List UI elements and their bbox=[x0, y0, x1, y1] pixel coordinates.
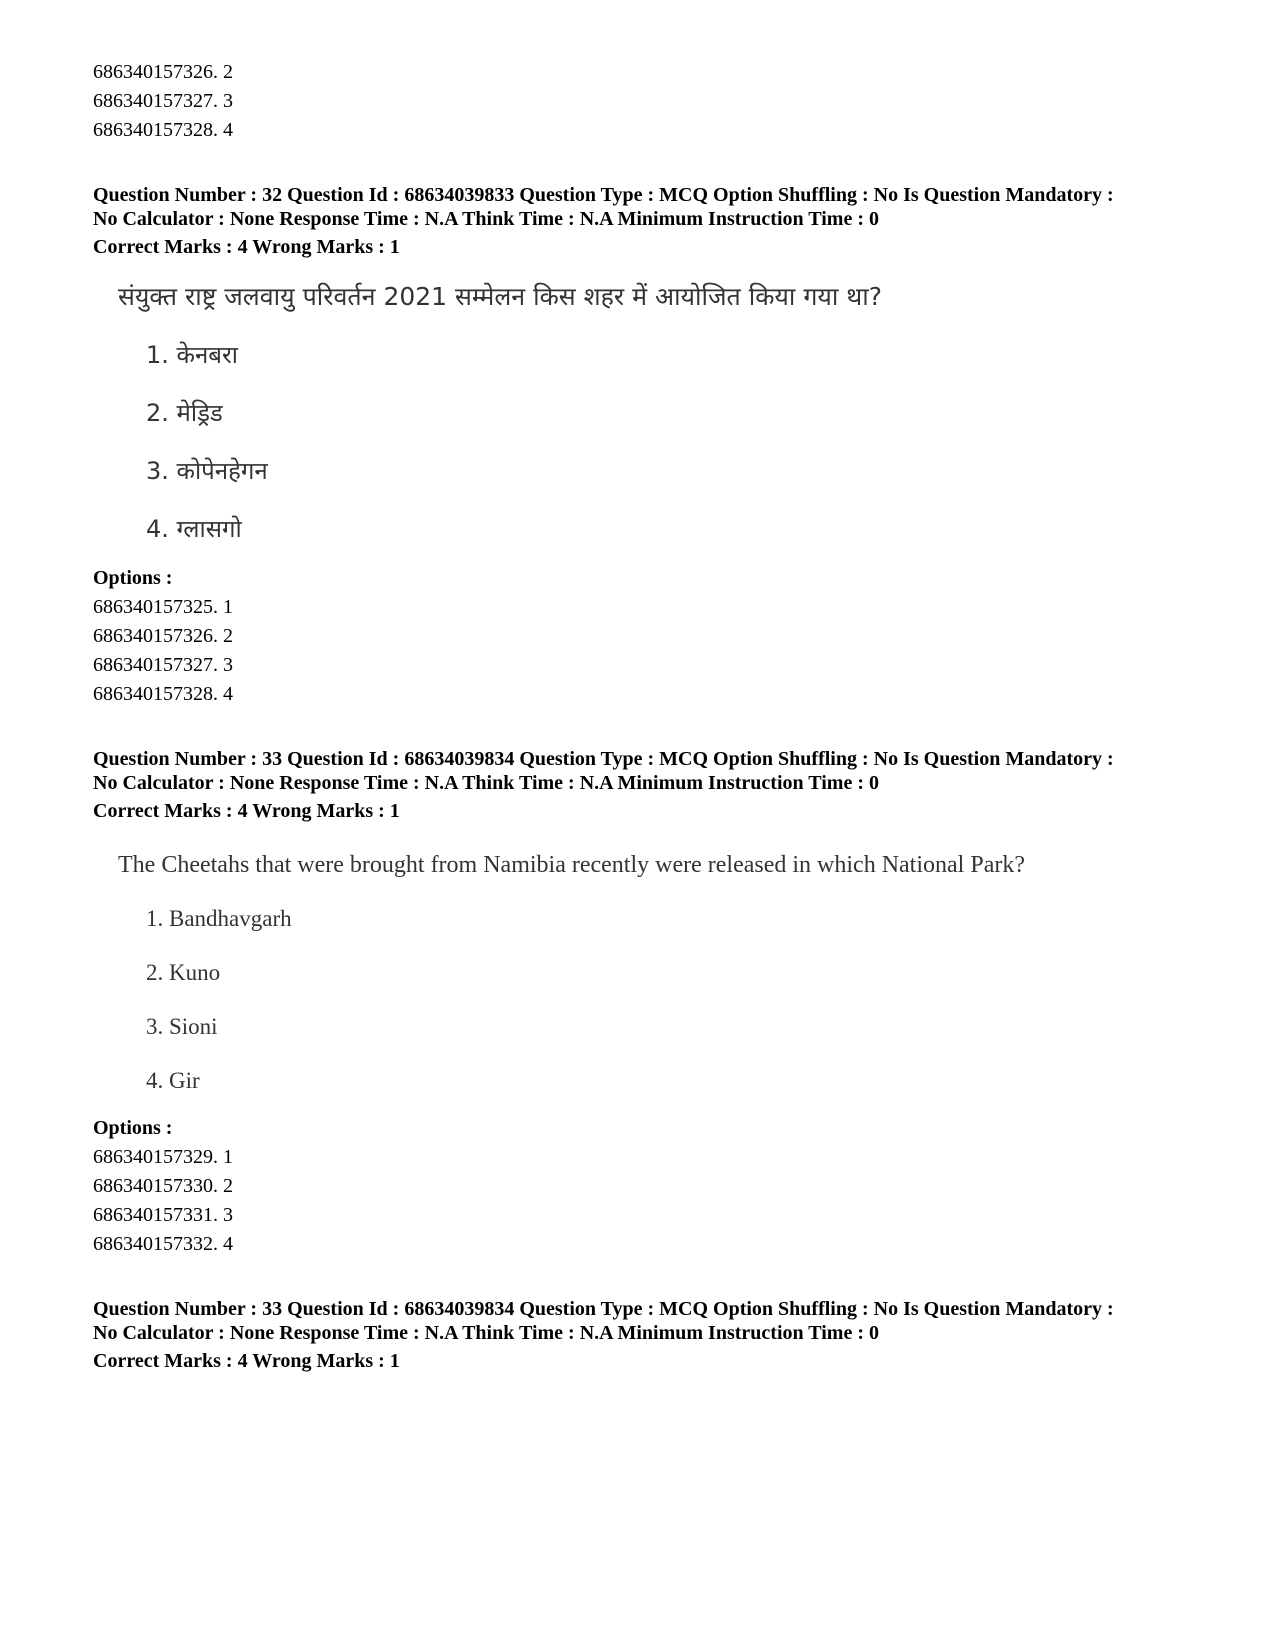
question-image bbox=[118, 280, 1213, 546]
spacer bbox=[93, 709, 1213, 747]
choice-item: 4. Gir bbox=[146, 1068, 200, 1093]
question-marks: Correct Marks : 4 Wrong Marks : 1 bbox=[93, 236, 400, 258]
question-image bbox=[118, 850, 1213, 1096]
option-id-line: 686340157326. 2 bbox=[93, 625, 233, 647]
question-meta-line2: No Calculator : None Response Time : N.A Think Time : N.A Minimum Instruction Time : 0 bbox=[93, 772, 879, 794]
option-id-line: 686340157327. 3 bbox=[93, 654, 233, 676]
options-label: Options : bbox=[93, 1117, 173, 1139]
option-id-line: 686340157329. 1 bbox=[93, 1146, 233, 1168]
question-marks: Correct Marks : 4 Wrong Marks : 1 bbox=[93, 1350, 400, 1372]
question-33-repeat-block bbox=[93, 1297, 1213, 1376]
choice-item: 3. Sioni bbox=[146, 1014, 218, 1039]
option-id-line: 686340157331. 3 bbox=[93, 1204, 233, 1226]
option-id-line: 686340157326. 2 bbox=[93, 61, 233, 83]
question-text: The Cheetahs that were brought from Namibia recently were released in which National Park? bbox=[118, 852, 1025, 878]
choice-item: 2. मेड्रिड bbox=[146, 399, 223, 427]
choice-item: 4. ग्लासगो bbox=[146, 515, 242, 543]
option-id-line: 686340157332. 4 bbox=[93, 1233, 233, 1255]
question-text: संयुक्त राष्ट्र जलवायु परिवर्तन 2021 सम्मेलन किस शहर में आयोजित किया गया था? bbox=[118, 282, 883, 311]
previous-options-list bbox=[93, 58, 1213, 145]
option-id-line: 686340157327. 3 bbox=[93, 90, 233, 112]
question-meta-line1: Question Number : 33 Question Id : 68634039834 Question Type : MCQ Option Shuffling : No Is Question Mandatory : bbox=[93, 1298, 1114, 1320]
question-meta-line1: Question Number : 33 Question Id : 68634039834 Question Type : MCQ Option Shuffling : No Is Question Mandatory : bbox=[93, 748, 1114, 770]
question-meta-line2: No Calculator : None Response Time : N.A Think Time : N.A Minimum Instruction Time : 0 bbox=[93, 208, 879, 230]
choice-item: 1. Bandhavgarh bbox=[146, 906, 292, 931]
question-meta-line1: Question Number : 32 Question Id : 68634039833 Question Type : MCQ Option Shuffling : No Is Question Mandatory : bbox=[93, 184, 1114, 206]
options-label: Options : bbox=[93, 567, 173, 589]
spacer bbox=[93, 145, 1213, 183]
option-id-line: 686340157328. 4 bbox=[93, 119, 233, 141]
option-id-line: 686340157330. 2 bbox=[93, 1175, 233, 1197]
option-id-line: 686340157325. 1 bbox=[93, 596, 233, 618]
option-id-line: 686340157328. 4 bbox=[93, 683, 233, 705]
document-page bbox=[93, 58, 1213, 1376]
choice-item: 2. Kuno bbox=[146, 960, 221, 985]
question-meta-line2: No Calculator : None Response Time : N.A Think Time : N.A Minimum Instruction Time : 0 bbox=[93, 1322, 879, 1344]
spacer bbox=[93, 1259, 1213, 1297]
question-marks: Correct Marks : 4 Wrong Marks : 1 bbox=[93, 800, 400, 822]
choice-item: 1. केनबरा bbox=[146, 341, 239, 369]
question-32-block bbox=[93, 183, 1213, 709]
choice-item: 3. कोपेनहेगन bbox=[146, 457, 268, 485]
question-33-block bbox=[93, 747, 1213, 1259]
